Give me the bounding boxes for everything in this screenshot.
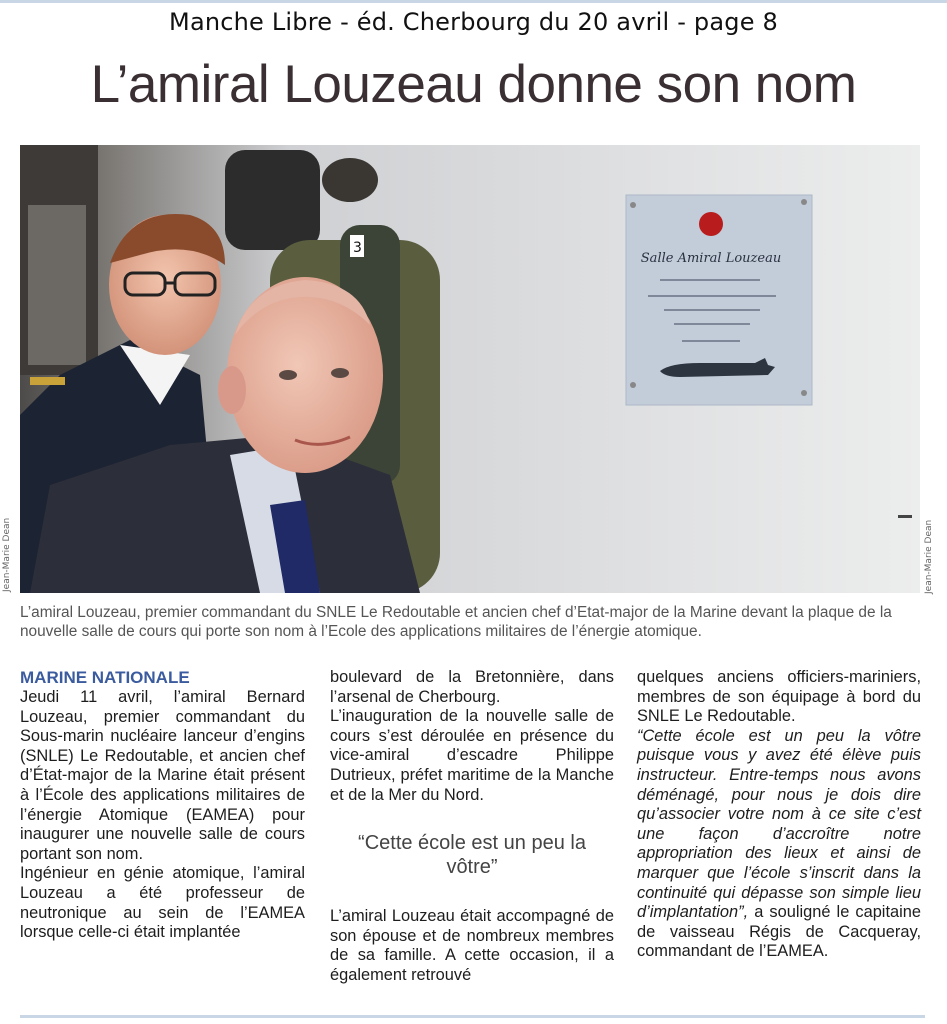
paragraph: quelques anciens officiers-mariniers, membres de son équipage à bord du SNLE Le Redoutable. [637, 668, 921, 726]
pull-quote: “Cette école est un peu la vôtre” [358, 832, 586, 879]
quoted-statement: “Cette école est un peu la vôtre puisque vous y avez été élève puis instructeur. Entre-temps nous avons déménagé, pour nous je dois dire qu’associer votre nom à ce site c’est une façon d’accroître notre appropriation des lieux et ainsi de marquer que l’école s’inscrit dans la continuité qui dépasse son simple lieu d’implantation”, [637, 726, 921, 922]
paragraph: L’inauguration de la nouvelle salle de cours s’est déroulée en présence du vice-amiral d’escadre Philippe Dutrieux, préfet maritime de la Manche et de la Mer du Nord. [330, 707, 614, 804]
paragraph [637, 727, 921, 962]
article-column-2 [330, 668, 614, 986]
attribution: a souligné le capitaine de vaisseau Régis de Cacqueray, commandant de l’EAMEA. [637, 903, 921, 961]
source-line: Manche Libre - éd. Cherbourg du 20 avril - page 8 [169, 8, 778, 36]
paragraph: Ingénieur en génie atomique, l’amiral Louzeau a été professeur de neutronique au sein de l’EAMEA lorsque celle-ci était implantée [20, 864, 305, 942]
article-photo [20, 145, 920, 593]
paragraph: L’amiral Louzeau était accompagné de son épouse et de nombreux membres de sa famille. A cette occasion, il a également retrouvé [330, 907, 614, 984]
top-rule [0, 0, 947, 3]
article-column-3 [637, 668, 921, 962]
plaque-number-tag: 3 [353, 240, 362, 256]
headline: L’amiral Louzeau donne son nom [90, 55, 857, 114]
photo-credit-left: Jean-Marie Dean [2, 517, 12, 592]
paragraph: boulevard de la Bretonnière, dans l’arsenal de Cherbourg. [330, 668, 614, 706]
paragraph: Jeudi 11 avril, l’amiral Bernard Louzeau, premier commandant du Sous-marin nucléaire lanceur d’engins (SNLE) Le Redoutable, et ancien chef d’État-major de la Marine était présent à l’École des applications militaires de l’énergie Atomique (EAMEA) pour inaugurer une nouvelle salle de cours portant son nom. [20, 688, 305, 863]
section-kicker: MARINE NATIONALE [20, 668, 190, 687]
article-column-1 [20, 668, 305, 943]
bottom-rule [20, 1015, 925, 1018]
photo-caption: L’amiral Louzeau, premier commandant du SNLE Le Redoutable et ancien chef d’Etat-major de la Marine devant la plaque de la nouvelle salle de cours qui porte son nom à l’Ecole des applications militaires de l’énergie atomique. [20, 604, 892, 640]
plaque-title: Salle Amiral Louzeau [640, 251, 782, 266]
photo-credit-right: Jean-Marie Dean [924, 519, 934, 594]
